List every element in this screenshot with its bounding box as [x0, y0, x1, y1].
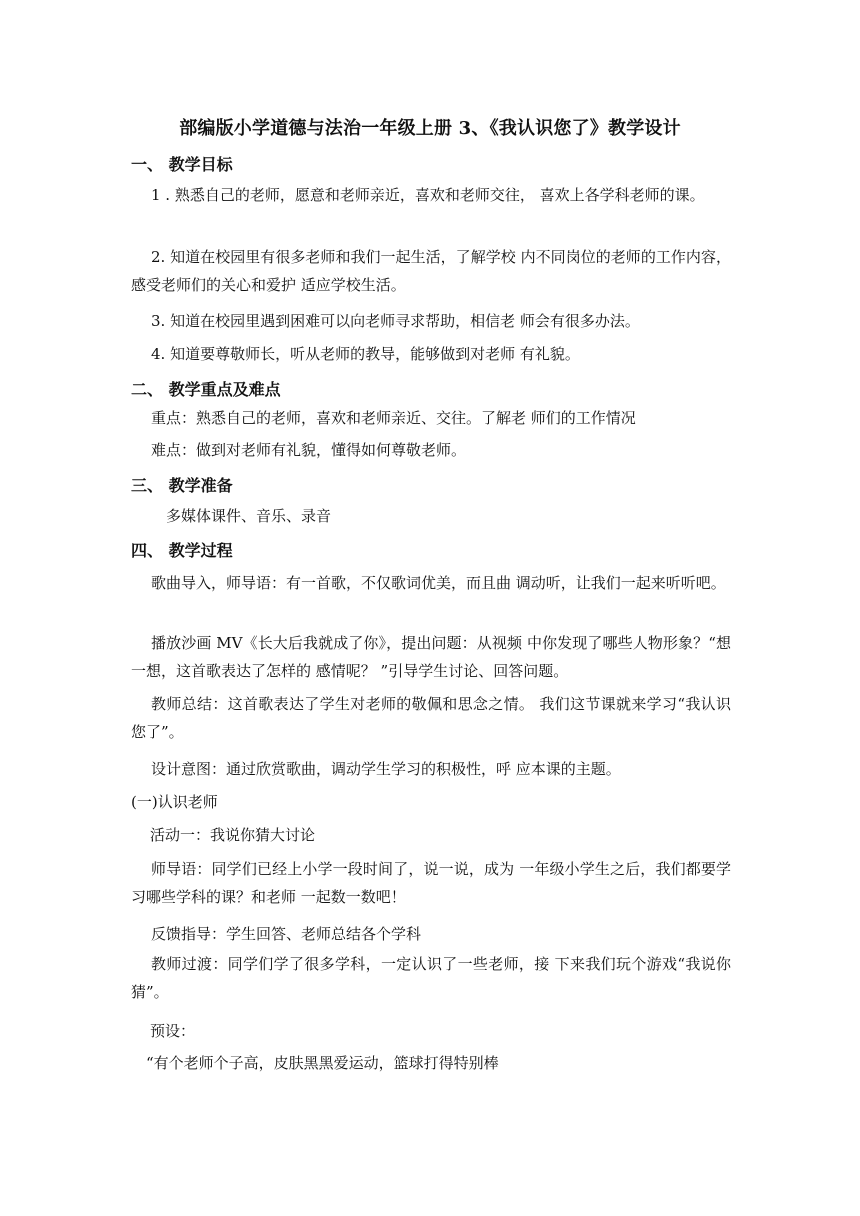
- section-heading-preparation: 三、 教学准备: [131, 476, 233, 495]
- process-paragraph-3: 教师总结：这首歌表达了学生对老师的敬佩和思念之情。 我们这节课就来学习“我认识您了”。: [131, 695, 731, 741]
- preset-label: 预设：: [150, 1022, 196, 1040]
- section-heading-key-points: 二、 教学重点及难点: [131, 380, 281, 399]
- process-paragraph-5: 师导语：同学们已经上小学一段时间了，说一说，成为 一年级小学生之后，我们都要学习哪些学科的课？和老师 一起数一数吧！: [131, 860, 731, 906]
- process-paragraph-6: 反馈指导：学生回答、老师总结各个学科: [151, 925, 422, 943]
- process-paragraph-9: “有个老师个子高，皮肤黑黑爱运动，篮球打得特别棒: [146, 1054, 499, 1072]
- key-point-focus: 重点：熟悉自己的老师，喜欢和老师亲近、交往。了解老 师们的工作情况: [151, 409, 636, 427]
- preparation-text: 多媒体课件、音乐、录音: [166, 507, 332, 525]
- goal-4: 4. 知道要尊敬师长，听从老师的教导，能够做到对老师 有礼貌。: [151, 345, 580, 363]
- goal-2: 2. 知道在校园里有很多老师和我们一起生活，了解学校 内不同岗位的老师的工作内容，感受老师们的关心和爱护 适应学校生活。: [131, 248, 731, 294]
- goal-1: 1 . 熟悉自己的老师，愿意和老师亲近，喜欢和老师交往， 喜欢上各学科老师的课。: [151, 186, 705, 204]
- document-title: 部编版小学道德与法治一年级上册 3、《我认识您了》教学设计: [179, 118, 681, 139]
- subsection-heading-know-teachers: (一)认识老师: [131, 793, 218, 811]
- process-paragraph-7: 教师过渡：同学们学了很多学科，一定认识了一些老师，接 下来我们玩个游戏“我说你猜”。: [131, 955, 731, 1001]
- process-paragraph-2: 播放沙画 MV《长大后我就成了你》，提出问题：从视频 中你发现了哪些人物形象？“想一想，这首歌表达了怎样的 感情呢？ ”引导学生讨论、回答问题。: [131, 634, 731, 680]
- process-paragraph-4: 设计意图：通过欣赏歌曲，调动学生学习的积极性，呼 应本课的主题。: [151, 760, 621, 778]
- section-heading-teaching-goals: 一、 教学目标: [131, 155, 233, 174]
- process-paragraph-1: 歌曲导入，师导语：有一首歌，不仅歌词优美，而且曲 调动听，让我们一起来听听吧。: [151, 574, 726, 592]
- section-heading-process: 四、 教学过程: [131, 541, 233, 560]
- key-point-difficulty: 难点：做到对老师有礼貌，懂得如何尊敬老师。: [151, 441, 467, 459]
- goal-3: 3. 知道在校园里遇到困难可以向老师寻求帮助，相信老 师会有很多办法。: [151, 312, 640, 330]
- activity-1-heading: 活动一：我说你猜大讨论: [150, 826, 316, 844]
